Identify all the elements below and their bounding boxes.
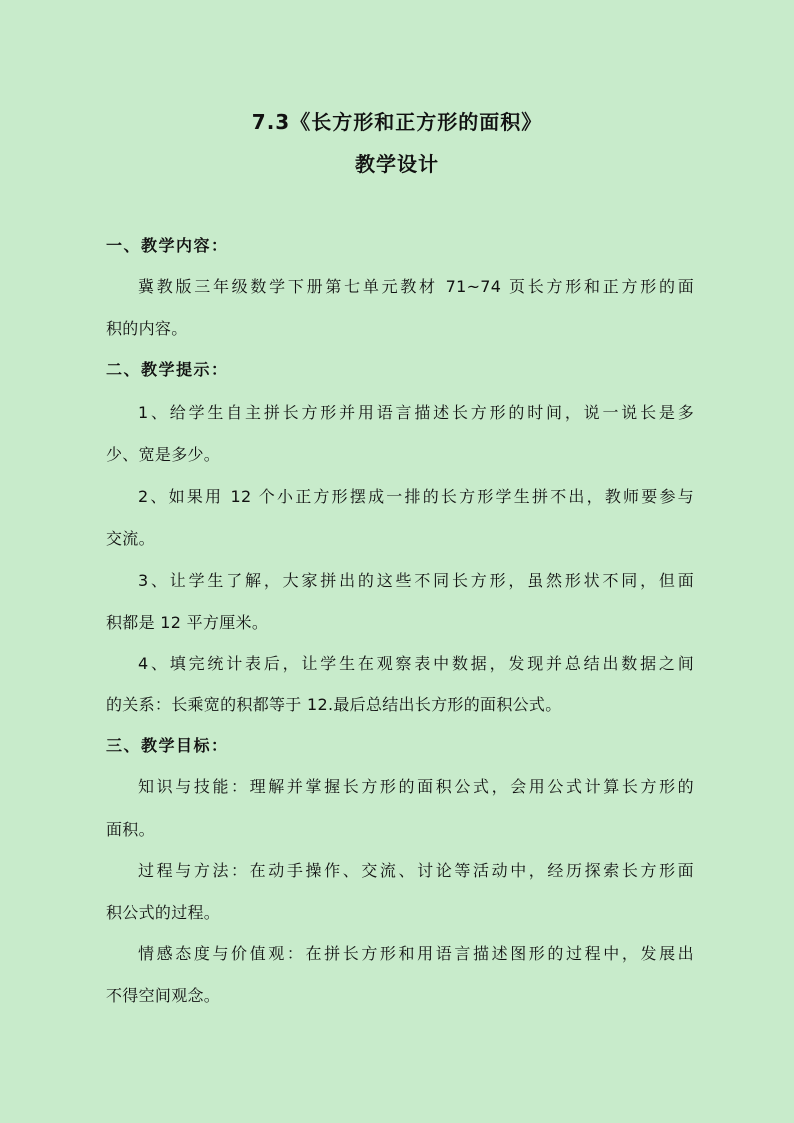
- paragraph-line: 4、填完统计表后，让学生在观察表中数据，发现并总结出数据之间: [138, 654, 694, 673]
- paragraph-line: 1、给学生自主拼长方形并用语言描述长方形的时间，说一说长是多: [138, 403, 694, 422]
- paragraph-line: 积都是 12 平方厘米。: [106, 613, 269, 632]
- paragraph-line: 的关系：长乘宽的积都等于 12.最后总结出长方形的面积公式。: [106, 695, 562, 714]
- paragraph-line: 不得空间观念。: [106, 986, 221, 1005]
- section-heading-content: 一、教学内容：: [106, 236, 229, 255]
- section-heading-tips: 二、教学提示：: [106, 360, 229, 379]
- paragraph-line: 积的内容。: [106, 319, 188, 338]
- paragraph-line: 积公式的过程。: [106, 903, 221, 922]
- paragraph-line: 3、让学生了解，大家拼出的这些不同长方形，虽然形状不同，但面: [138, 571, 694, 590]
- paragraph-line: 知识与技能：理解并掌握长方形的面积公式，会用公式计算长方形的: [138, 777, 694, 796]
- paragraph-line: 2、如果用 12 个小正方形摆成一排的长方形学生拼不出，教师要参与: [138, 487, 694, 506]
- paragraph-line: 情感态度与价值观：在拼长方形和用语言描述图形的过程中，发展出: [138, 944, 694, 963]
- paragraph-line: 面积。: [106, 820, 155, 839]
- document-subtitle: 教学设计: [355, 152, 439, 176]
- paragraph-line: 过程与方法：在动手操作、交流、讨论等活动中，经历探索长方形面: [138, 861, 694, 880]
- paragraph-line: 冀教版三年级数学下册第七单元教材 71~74 页长方形和正方形的面: [138, 277, 694, 296]
- document-title: 7.3《长方形和正方形的面积》: [251, 110, 543, 134]
- paragraph-line: 交流。: [106, 529, 155, 548]
- paragraph-line: 少、宽是多少。: [106, 445, 221, 464]
- section-heading-objectives: 三、教学目标：: [106, 736, 229, 755]
